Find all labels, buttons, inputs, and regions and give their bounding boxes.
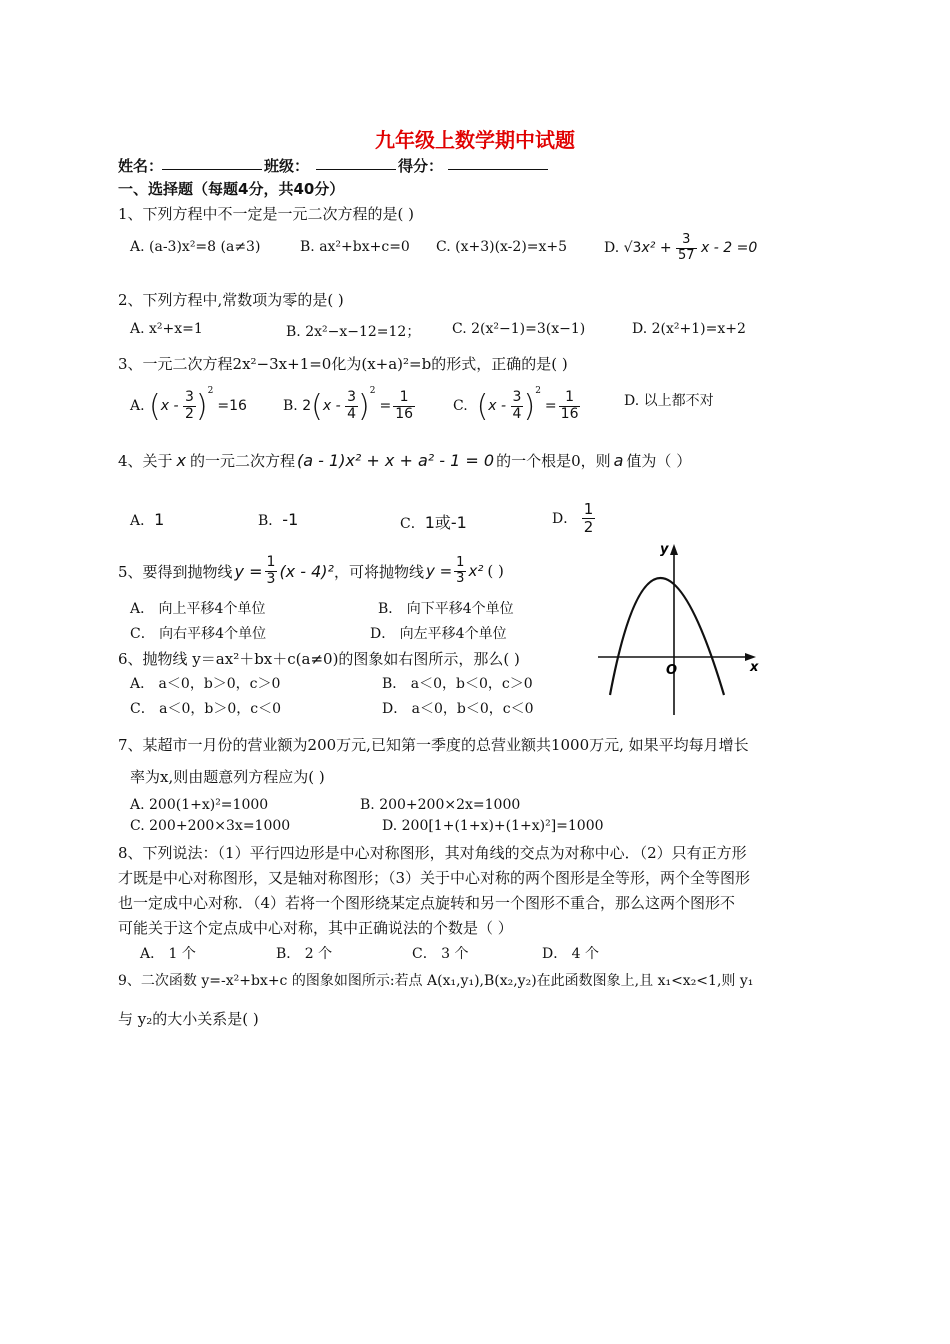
q4-option-a[interactable]: A．1 (130, 510, 165, 529)
q5-stem: 5、要得到抛物线 y = $\frac{1}{3}$ (x - 4)² ，可将抛物线 y = $\frac{1}{3}$ x² ( ) (118, 554, 504, 587)
q1-option-a[interactable]: A. (a-3)x²=8 (a≠3) (130, 239, 261, 255)
q2-stem: 2、下列方程中,常数项为零的是( ) (118, 291, 344, 309)
section-heading: 一、选择题（每题4分，共40分） (118, 180, 345, 198)
q3-option-c[interactable]: C. ( x - $\frac{3}{4}$ ) 2 = $\frac{1}{16}$ (453, 386, 579, 424)
q1-option-d[interactable]: D. √3 x² + $\frac{3}{57}$ x - 2 =0 (604, 232, 758, 263)
q6-option-a[interactable]: A． a＜0，b＞0，c＞0 (130, 676, 281, 692)
q3-option-b[interactable]: B. 2 ( x - $\frac{3}{4}$ ) 2 = $\frac{1}{16}$ (283, 386, 414, 424)
q3-stem: 3、一元二次方程2x²−3x+1=0化为(x+a)²=b的形式，正确的是( ) (118, 355, 568, 373)
q5-option-a[interactable]: A． 向上平移4个单位 (130, 601, 266, 617)
page-title: 九年级上数学期中试题 (375, 128, 575, 152)
q3-option-d[interactable]: D. 以上都不对 (624, 393, 714, 409)
q8-option-a[interactable]: A． 1 个 (140, 946, 196, 962)
q8-line3: 也一定成中心对称．（4）若将一个图形绕某定点旋转和另一个图形不重合，那么这两个图形不 (118, 894, 736, 912)
q7-option-c[interactable]: C. 200+200×3x=1000 (130, 818, 291, 834)
origin-label: O (666, 663, 678, 678)
q6-option-b[interactable]: B． a＜0，b＜0，c＞0 (382, 676, 533, 692)
q7-option-a[interactable]: A. 200(1+x)²=1000 (130, 797, 269, 813)
y-axis-label: y (660, 542, 669, 557)
q4-stem: 4、关于 x 的一元二次方程 (a - 1)x² + x + a² - 1 = 0 的一个根是0，则 a 值为（ ） (118, 451, 692, 470)
y-axis-arrow (670, 544, 678, 555)
q7-option-d[interactable]: D. 200[1+(1+x)+(1+x)²]=1000 (382, 818, 604, 834)
x-axis-label: x (750, 660, 759, 675)
q8-option-b[interactable]: B． 2 个 (276, 946, 333, 962)
q1-stem: 1、下列方程中不一定是一元二次方程的是( ) (118, 205, 415, 223)
q6-stem: 6、抛物线 y＝ax²＋bx＋c(a≠0)的图象如右图所示，那么( ) (118, 650, 520, 668)
name-label: 姓名： (118, 157, 164, 175)
q2-option-d[interactable]: D. 2(x²+1)=x+2 (632, 321, 746, 337)
q4-option-b[interactable]: B．-1 (258, 510, 299, 529)
q5-option-c[interactable]: C． 向右平移4个单位 (130, 626, 267, 642)
class-label: 班级： (264, 157, 310, 175)
q8-option-d[interactable]: D． 4 个 (542, 946, 600, 962)
q2-option-c[interactable]: C. 2(x²−1)=3(x−1) (452, 321, 586, 337)
q3-option-a[interactable]: A. ( x - $\frac{3}{2}$ ) 2 =16 (130, 386, 247, 424)
q7-line2: 率为x,则由题意列方程应为( ) (130, 768, 325, 786)
q6-option-d[interactable]: D． a＜0，b＜0，c＜0 (382, 701, 534, 717)
q1-option-b[interactable]: B. ax²+bx+c=0 (300, 239, 410, 255)
name-blank[interactable] (162, 155, 262, 170)
q9-line2: 与 y₂的大小关系是( ) (118, 1010, 259, 1028)
q8-line4: 可能关于这个定点成中心对称，其中正确说法的个数是（ ） (118, 919, 513, 937)
q1-option-c[interactable]: C. (x+3)(x-2)=x+5 (436, 239, 568, 255)
q5-option-d[interactable]: D． 向左平移4个单位 (370, 626, 507, 642)
q8-option-c[interactable]: C． 3 个 (412, 946, 469, 962)
q4-option-c[interactable]: C．1或-1 (400, 513, 467, 532)
q7-option-b[interactable]: B. 200+200×2x=1000 (360, 797, 521, 813)
q9-line1: 9、二次函数 y=-x²+bx+c 的图象如图所示:若点 A(x₁,y₁),B(x₂,y₂)在此函数图象上,且 x₁<x₂<1,则 y₁ (118, 973, 754, 989)
q8-line2: 才既是中心对称图形，又是轴对称图形；（3）关于中心对称的两个图形是全等形，两个全等图形 (118, 869, 751, 887)
score-blank[interactable] (448, 155, 548, 170)
parabola-figure (590, 535, 770, 720)
score-label: 得分： (398, 157, 444, 175)
q5-option-b[interactable]: B． 向下平移4个单位 (378, 601, 514, 617)
q4-option-d[interactable]: D． $\frac{1}{2}$ (552, 500, 594, 536)
q6-option-c[interactable]: C． a＜0，b＞0，c＜0 (130, 701, 282, 717)
q2-option-a[interactable]: A. x²+x=1 (130, 321, 203, 337)
q2-option-b[interactable]: B. 2x²−x−12=12； (286, 324, 421, 340)
q7-line1: 7、某超市一月份的营业额为200万元,已知第一季度的总营业额共1000万元, 如果平均每月增长 (118, 736, 749, 754)
q8-line1: 8、下列说法：（1）平行四边形是中心对称图形，其对角线的交点为对称中心．（2）只有正方形 (118, 844, 747, 862)
class-blank[interactable] (316, 155, 396, 170)
